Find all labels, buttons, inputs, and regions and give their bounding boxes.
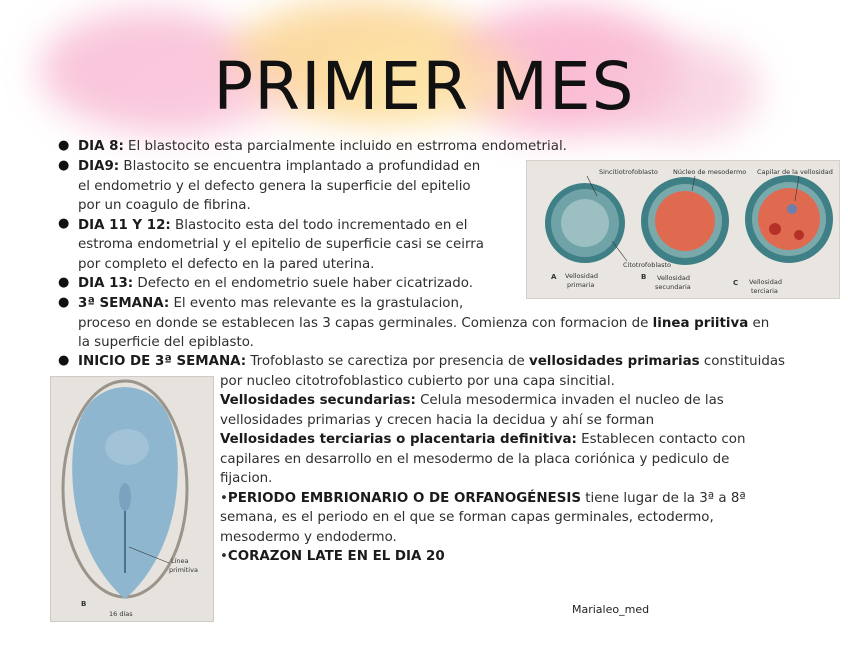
letter-c: C [733,279,739,287]
text-line: capilares en desarrollo en el mesodermo de la placa coriónica y pediculo de [220,452,730,467]
list-item-dia8: DIA 8: El blastocito esta parcialmente incluido en estrroma endometrial. [78,139,567,154]
label-secundaria: secundaria [655,283,691,291]
text-line: estroma endometrial y el epitelio de superficie casi se ceirra [78,237,484,252]
text-line: por un coagulo de fibrina. [78,198,251,213]
list-item-dia13: DIA 13: Defecto en el endometrio suele haber cicatrizado. [78,276,473,291]
label-sincitiotrofoblasto: Sincitiotrofoblasto [599,168,658,176]
vellosidades-terciarias: Vellosidades terciarias o placentaria definitiva: Establecen contacto con [220,432,746,447]
page-title: PRIMER MES [213,48,635,125]
bullet-dot: ● [58,275,70,290]
text-line: el endometrio y el defecto genera la superficie del epitelio [78,179,471,194]
text-line: la superficie del epiblasto. [78,335,254,350]
label-primaria: primaria [567,281,595,289]
corazon-late: •CORAZON LATE EN EL DIA 20 [220,549,445,564]
label-vellosidad-b: Vellosidad [657,274,690,282]
embryo-illustration [51,377,213,621]
embryo-figure [50,376,214,622]
periodo-embrionario: •PERIODO EMBRIONARIO O DE ORFANOGÉNESIS tiene lugar de la 3ª a 8ª [220,491,746,506]
letter-b: B [641,273,647,281]
label-capilar: Capilar de la vellosidad [757,168,833,176]
label-citotrofoblasto: Citotrofoblasto [623,261,672,269]
vellosidades-secundarias: Vellosidades secundarias: Celula mesodermica invaden el nucleo de las [220,393,724,408]
letter-b: B [81,600,87,608]
text-line: vellosidades primarias y crecen hacia la decidua y ahí se forman [220,413,655,428]
bullet-dot: ● [58,158,70,173]
bullet-dot: ● [58,138,70,153]
label-vellosidad-c: Vellosidad [749,278,782,286]
label-linea: Línea [171,557,189,565]
villi-figure [526,160,840,299]
text-line: fijacion. [220,471,273,486]
list-item-dia11: DIA 11 Y 12: Blastocito esta del todo incrementado en el [78,218,468,233]
text-line: por nucleo citotrofoblastico cubierto por una capa sincitial. [220,374,615,389]
label-vellosidad-a: Vellosidad [565,272,598,280]
text-line: mesodermo y endodermo. [220,530,397,545]
label-terciaria: terciaria [751,287,778,295]
list-item-semana3: 3ª SEMANA: El evento mas relevante es la grastulacion, [78,296,464,311]
label-nucleo-mesodermo: Núcleo de mesodermo [673,168,747,176]
letter-a: A [551,273,557,281]
text-line: semana, es el periodo en el que se forman capas germinales, ectodermo, [220,510,714,525]
author-credit: Marialeo_med [572,603,650,616]
bullet-dot: ● [58,295,70,310]
label-dias: 16 días [109,610,133,618]
list-item-dia9: DIA9: Blastocito se encuentra implantado a profundidad en [78,159,481,174]
list-item-inicio-semana3: INICIO DE 3ª SEMANA: Trofoblasto se carectiza por presencia de vellosidades primarias constituidas [78,354,786,369]
text-line: proceso en donde se establecen las 3 capas germinales. Comienza con formacion de linea priitiva en [78,316,770,331]
text-line: por completo el defecto en la pared uterina. [78,257,375,272]
bullet-dot: ● [58,353,70,368]
bullet-dot: ● [58,216,70,231]
label-primitiva: primitiva [169,566,198,574]
